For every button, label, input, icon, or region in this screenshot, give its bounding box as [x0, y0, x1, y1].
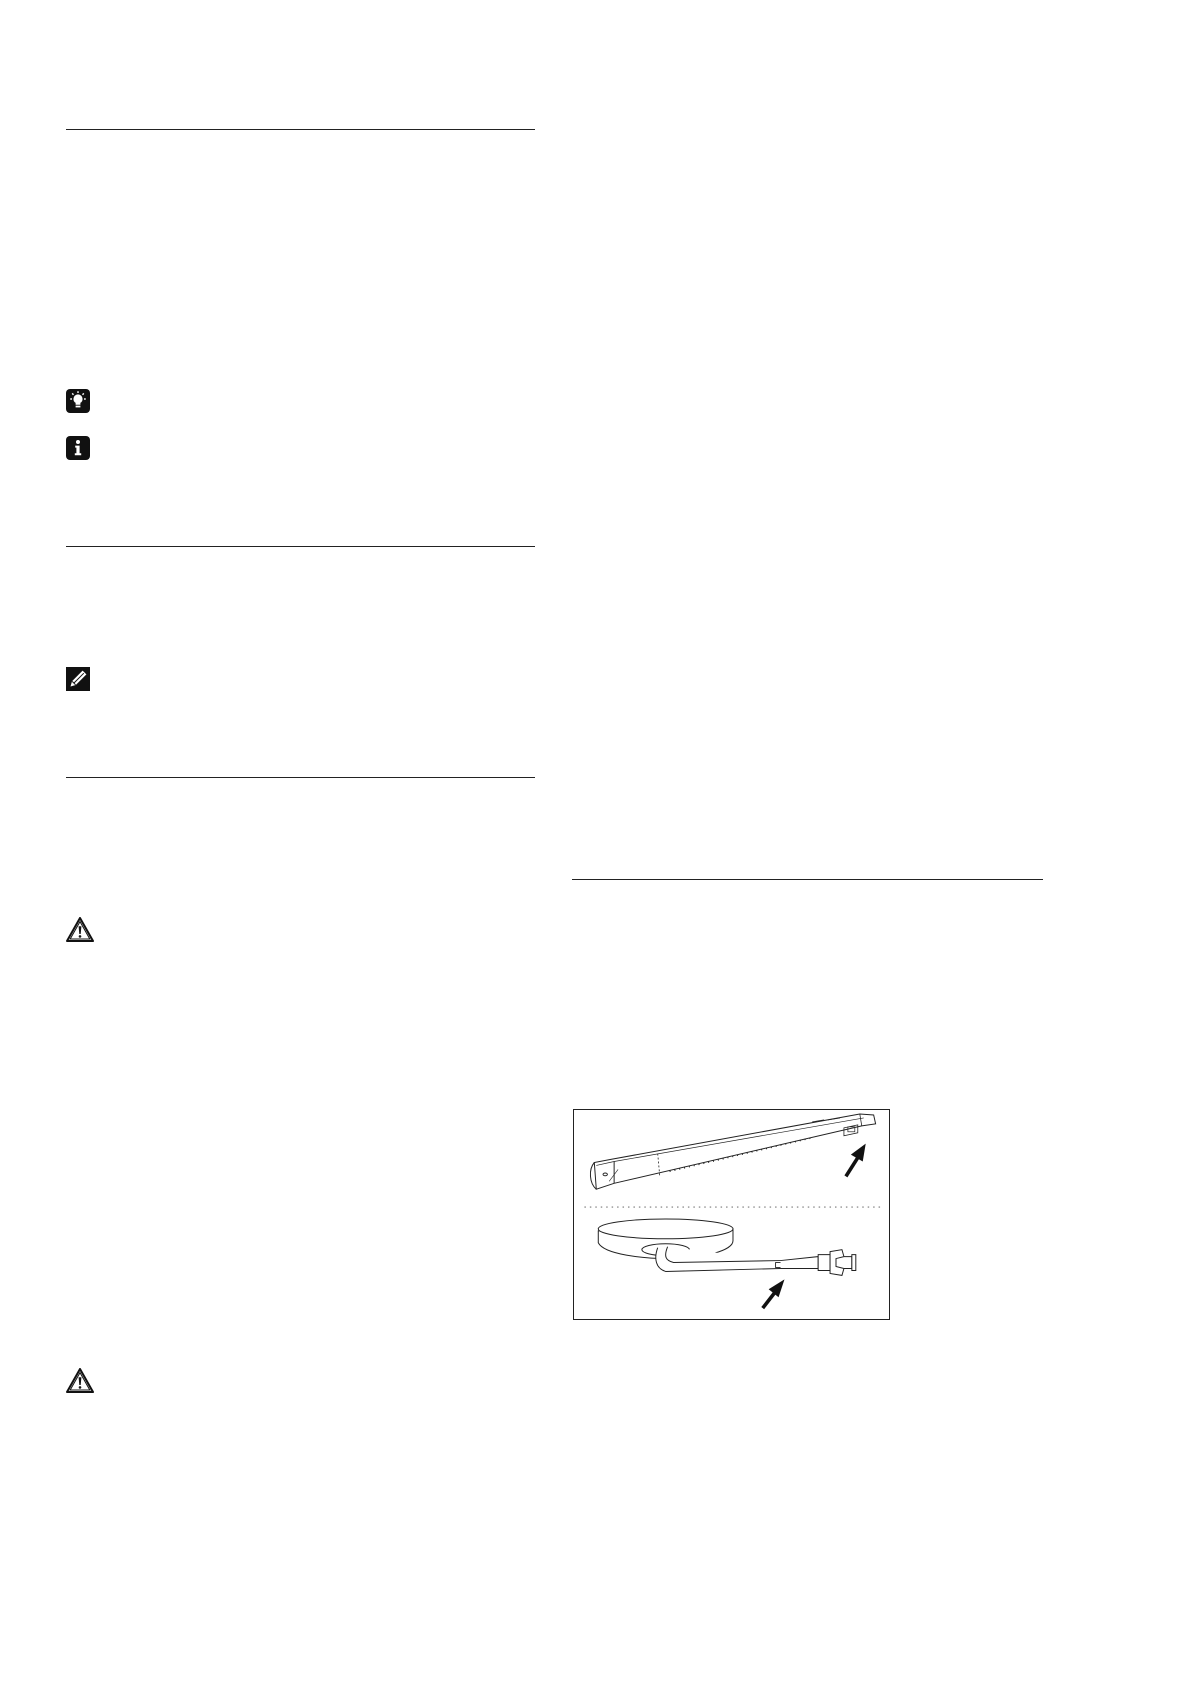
round-burner — [598, 1219, 856, 1275]
arrow-to-tube-burner-opening — [846, 1144, 866, 1177]
tube-burner — [590, 1114, 875, 1189]
section-rule-1 — [66, 129, 535, 130]
warning-triangle-icon — [66, 1368, 94, 1393]
section-rule-4 — [572, 879, 1043, 880]
arrow-to-round-burner-venturi — [763, 1279, 785, 1308]
note-pen-icon — [66, 667, 90, 691]
lightbulb-icon — [66, 389, 90, 413]
burner-illustration — [573, 1109, 890, 1320]
section-rule-2 — [66, 546, 535, 547]
warning-triangle-icon — [66, 917, 94, 942]
section-rule-3 — [66, 777, 535, 778]
info-icon — [66, 436, 90, 460]
